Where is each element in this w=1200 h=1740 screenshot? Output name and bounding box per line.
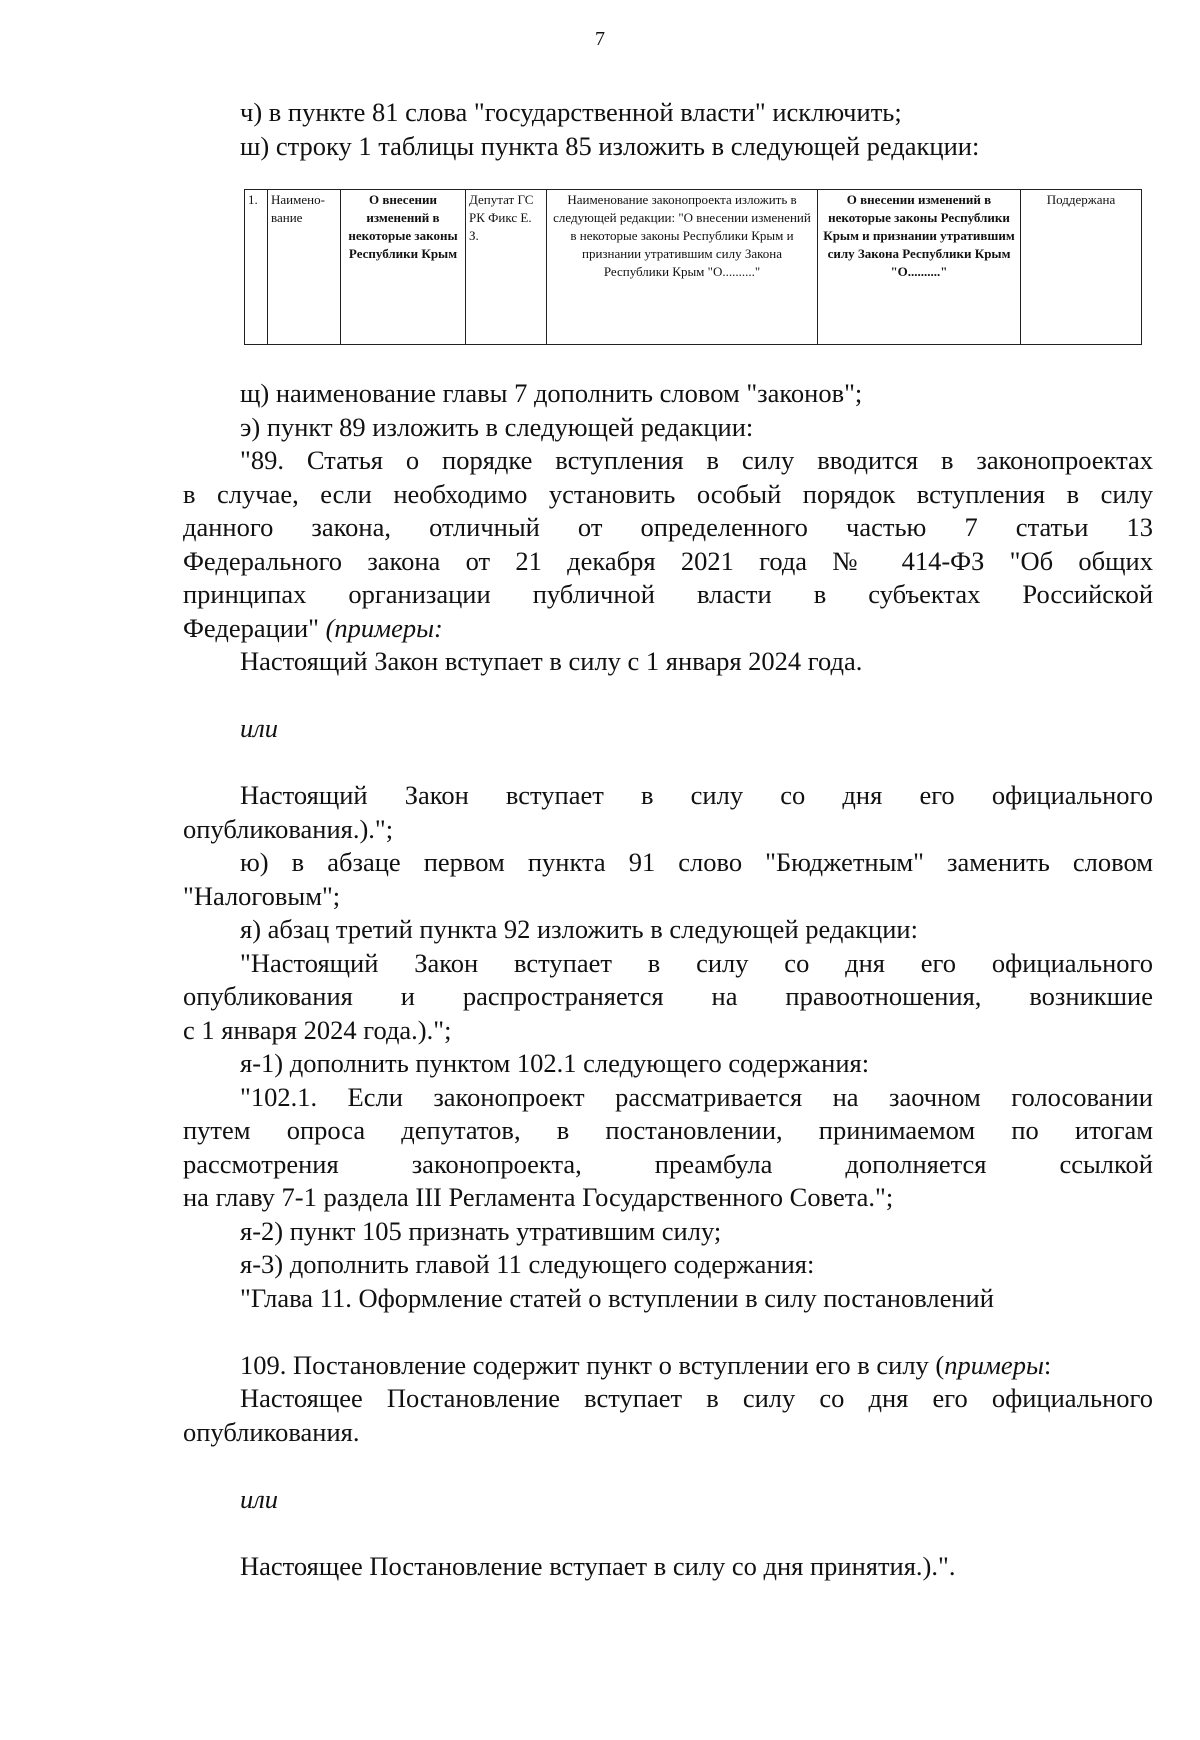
federation-text: Федерации" — [183, 612, 326, 643]
item-yu: ю) в абзаце первом пункта 91 слово "Бюджетным" заменить словом — [240, 847, 1153, 877]
paragraph-92-line: опубликования и распространяется на правоотношения, возникшие — [183, 981, 1153, 1011]
item-ya-1: я-1) дополнить пунктом 102.1 следующего содержания: — [240, 1048, 870, 1078]
paragraph-92-line: "Настоящий Закон вступает в силу со дня его официального — [240, 947, 1153, 978]
table-cell-proposal: Наименование законопроекта изложить в следующей редакции: "О внесении изменений в некоторые законы Республики Крым и признании утратившим силу Закона Республики Крым "О.........." — [547, 190, 818, 345]
item-yu-cont: "Налоговым"; — [183, 880, 341, 911]
paragraph-89-line: в случае, если необходимо установить особый порядок вступления в силу — [183, 478, 1153, 509]
paragraph-109-text: 109. Постановление содержит пункт о вступлении его в силу ( — [240, 1349, 945, 1380]
item-ya: я) абзац третий пункта 92 изложить в следующей редакции: — [240, 914, 918, 944]
or-separator: или — [240, 713, 279, 743]
paragraph-92-line: с 1 января 2024 года.)."; — [183, 1014, 452, 1045]
example-official-line: Настоящий Закон вступает в силу со дня его официального — [240, 780, 1153, 810]
paragraph-109-examples: примеры — [944, 1349, 1044, 1380]
paragraph-89-line: принципах организации публичной власти в субъектах Российской — [183, 579, 1153, 609]
table-row — [245, 190, 1142, 345]
intro-block — [183, 96, 1153, 163]
item-sh: ш) строку 1 таблицы пункта 85 изложить в следующей редакции: — [240, 130, 980, 161]
paragraph-89-last-line — [183, 612, 1153, 646]
paragraph-89-line: данного закона, отличный от определенного частью 7 статьи 13 — [183, 512, 1153, 542]
decree-example-line: Настоящее Постановление вступает в силу со дня его официального — [240, 1383, 1153, 1413]
example-official-line: опубликования.)."; — [183, 813, 394, 844]
page-number: 7 — [595, 28, 605, 50]
item-shch: щ) наименование главы 7 дополнить словом "законов"; — [240, 378, 863, 408]
table-cell-status: Поддержана — [1021, 190, 1142, 345]
paragraph-89-line: "89. Статья о порядке вступления в силу вводится в законопроектах — [240, 445, 1153, 475]
table-cell-name-label: Наимено-вание — [268, 190, 341, 345]
decree-example-final: Настоящее Постановление вступает в силу со дня принятия.).". — [240, 1550, 956, 1581]
paragraph-109 — [183, 1349, 1153, 1383]
paragraph-102-1-line: путем опроса депутатов, в постановлении, принимаемом по итогам — [183, 1115, 1153, 1145]
paragraph-102-1-line: на главу 7-1 раздела III Регламента Государственного Совета."; — [183, 1182, 894, 1212]
example-law-2024: Настоящий Закон вступает в силу с 1 января 2024 года. — [240, 646, 863, 676]
item-ya-2: я-2) пункт 105 признать утратившим силу; — [240, 1215, 722, 1246]
paragraph-102-1-line: "102.1. Если законопроект рассматривается на заочном голосовании — [240, 1081, 1153, 1112]
paragraph-89-line: Федерального закона от 21 декабря 2021 года № 414-ФЗ "Об общих — [183, 545, 1153, 576]
chapter-11-title: "Глава 11. Оформление статей о вступлении в силу постановлений — [240, 1282, 994, 1313]
amendment-table — [244, 189, 1142, 345]
body-text — [183, 377, 1153, 1583]
table-cell-old-title: О внесении изменений в некоторые законы Республики Крым — [341, 190, 466, 345]
paragraph-102-1-line: рассмотрения законопроекта, преамбула дополняется ссылкой — [183, 1148, 1153, 1179]
paragraph-109-colon: : — [1043, 1349, 1052, 1380]
table-cell-number: 1. — [245, 190, 268, 345]
item-ya-3: я-3) дополнить главой 11 следующего содержания: — [240, 1249, 815, 1279]
decree-example-line: опубликования. — [183, 1416, 360, 1447]
examples-label: (примеры: — [325, 612, 443, 643]
or-separator: или — [240, 1483, 279, 1514]
item-ch: ч) в пункте 81 слова "государственной власти" исключить; — [240, 97, 902, 127]
table-cell-author: Депутат ГС РК Фикс Е. З. — [466, 190, 547, 345]
table-cell-new-title: О внесении изменений в некоторые законы Республики Крым и признании утратившим силу Закона Республики Крым "О.........." — [818, 190, 1021, 345]
item-e: э) пункт 89 изложить в следующей редакции: — [240, 411, 754, 442]
